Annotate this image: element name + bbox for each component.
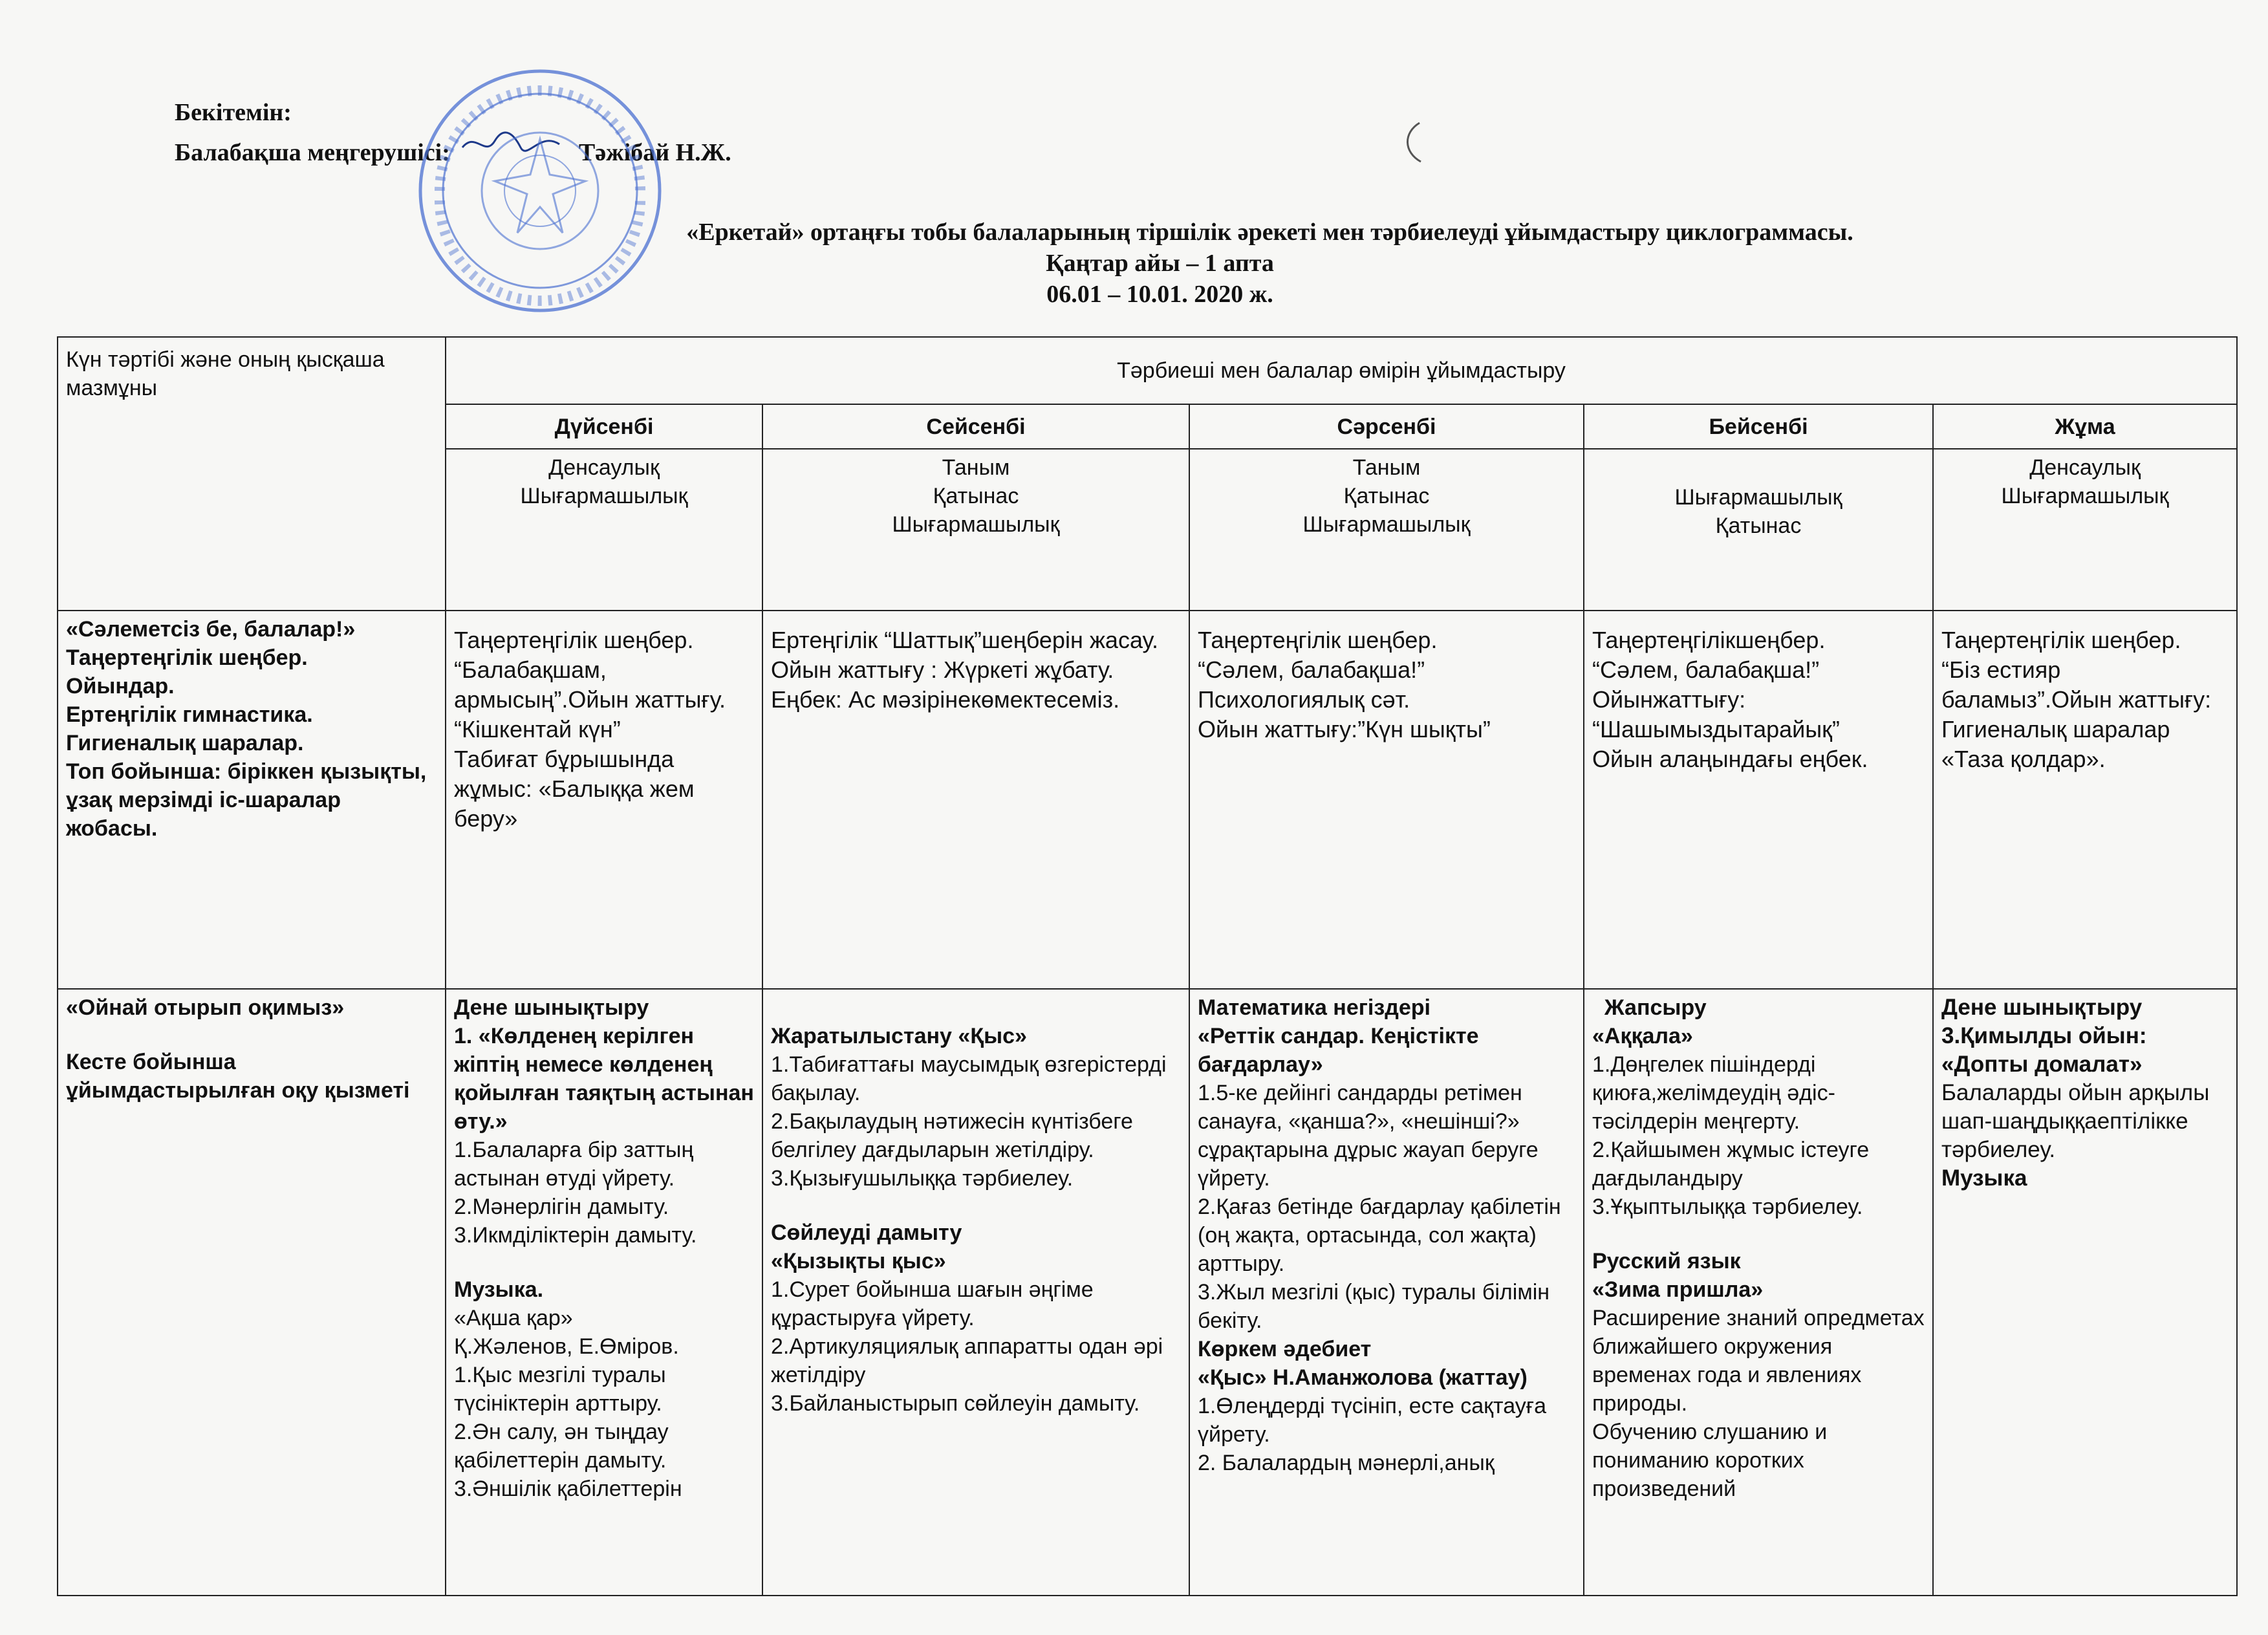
topic-title: «Қызықты қыс» xyxy=(771,1249,946,1273)
lessons-thursday xyxy=(1584,989,1933,1596)
goal-item: 3.Әншілік қабілеттерін xyxy=(454,1477,682,1501)
cell-line: Еңбек: Ас мәзірінекөмектесеміз. xyxy=(771,686,1120,713)
lessons-wednesday xyxy=(1189,989,1584,1596)
cell-line: Таңертеңгілік шеңбер. xyxy=(1941,627,2181,653)
cell-line: Табиғат бұрышында жұмыс: «Балыққа жем беру» xyxy=(454,746,695,832)
table-header-row xyxy=(58,337,2237,404)
cell-line: “Сәлем, балабақша!” xyxy=(1592,656,1820,683)
subject-title: Математика негіздері xyxy=(1198,995,1431,1020)
spacer xyxy=(1592,1221,1925,1247)
cell-line: Таңертеңгілікшеңбер. xyxy=(1592,627,1826,653)
spacer xyxy=(771,1193,1181,1218)
cell-line: “Біз естияр баламыз”.Ойын жаттығу: xyxy=(1941,656,2212,713)
spacer xyxy=(66,1022,437,1048)
area-label: Шығармашылық xyxy=(1302,512,1471,537)
morning-wednesday xyxy=(1189,611,1584,989)
lessons-row-title xyxy=(58,989,446,1596)
subject-title: Музыка xyxy=(1941,1165,2027,1191)
morning-friday xyxy=(1933,611,2237,989)
topic-title: «Зима пришла» xyxy=(1592,1277,1764,1302)
left-header: Күн тәртібі және оның қысқаша мазмұны xyxy=(58,337,446,611)
main-header: Тәрбиеші мен балалар өмірін ұйымдастыру xyxy=(446,337,2237,404)
cell-line: Ойын алаңындағы еңбек. xyxy=(1592,746,1868,772)
approval-line1: Бекітемін: xyxy=(175,99,292,126)
cell-line: Психологиялық сәт. xyxy=(1198,686,1410,713)
morning-row-title xyxy=(58,611,446,989)
cell-line: Гигиеналық шаралар «Таза қолдар». xyxy=(1941,716,2170,772)
goal-item: 2.Ән салу, ән тыңдау қабілеттерін дамыту. xyxy=(454,1420,669,1473)
area-label: Шығармашылық xyxy=(2001,484,2169,508)
document-dates: 06.01 – 10.01. 2020 ж. xyxy=(1046,281,1273,308)
area-label: Денсаулық xyxy=(548,455,660,480)
lessons-tuesday xyxy=(762,989,1189,1596)
cell-line: Ертеңгілік “Шаттық”шеңберін жасау. xyxy=(771,627,1158,653)
row-title-line: «Ойнай отырып оқимыз» xyxy=(66,995,345,1020)
goal-item: 2.Артикуляциялық аппаратты одан әрі жетілдіру xyxy=(771,1334,1163,1387)
subject-title: Дене шынықтыру xyxy=(1941,995,2143,1020)
row-title-line: Ертеңгілік гимнастика. xyxy=(66,702,313,727)
row-title-line: Кесте бойынша ұйымдастырылған оқу қызметі xyxy=(66,1050,410,1103)
goal-item: 1.Табиғаттағы маусымдық өзгерістерді бақылау. xyxy=(771,1052,1167,1105)
cell-line: “Балабақшам, армысың”.Ойын жаттығу. “Кішкентай күн” xyxy=(454,656,726,742)
lessons-monday xyxy=(446,989,762,1596)
areas-thursday xyxy=(1584,449,1933,611)
goal-item: 2.Қайшымен жұмыс істеуге дағдыландыру xyxy=(1592,1138,1870,1191)
lessons-friday xyxy=(1933,989,2237,1596)
goal-item: 2.Бақылаудың нәтижесін күнтізбеге белгілеу дағдыларын жетілдіру. 3.Қызығушылыққа тәрбиелеу. xyxy=(771,1109,1133,1191)
area-label: Қатынас xyxy=(1343,484,1430,508)
subject-title: Жапсыру xyxy=(1592,995,1707,1020)
goal-item: 3.Жыл мезгілі (қыс) туралы білімін бекіту. xyxy=(1198,1280,1550,1333)
areas-wednesday xyxy=(1189,449,1584,611)
document-title: «Еркетай» ортаңғы тобы балаларының тіршілік әрекеті мен тәрбиелеуді ұйымдастыру циклограммасы. xyxy=(686,219,1853,246)
goal-item: 1.Сурет бойынша шағын әңгіме құрастыруға үйрету. xyxy=(771,1277,1094,1330)
goal-item: 2.Мәнерлігін дамыту. xyxy=(454,1195,669,1219)
row-title-line: Топ бойынша: біріккен қызықты, ұзақ мерзімді іс-шаралар жобасы. xyxy=(66,759,427,841)
cell-line: Таңертеңгілік шеңбер. xyxy=(1198,627,1438,653)
topic-title: 1. «Көлденең керілген жіптің немесе көлденең қойылған таяқтың астынан өту.» xyxy=(454,1024,754,1134)
cell-line: “Сәлем, балабақша!” xyxy=(1198,656,1425,683)
row-title-line: Гигиеналық шаралар. xyxy=(66,731,304,755)
topic-title: «Қыс» Н.Аманжолова (жаттау) xyxy=(1198,1365,1528,1390)
goal-item: 2.Қағаз бетінде бағдарлау қабілетін (оң жақта, ортасында, сол жақта) арттыру. xyxy=(1198,1195,1561,1276)
lessons-row xyxy=(58,989,2237,1596)
goal-item: 2. Балалардың мәнерлі,анық xyxy=(1198,1451,1495,1475)
subject-title: Музыка. xyxy=(454,1277,544,1302)
day-wednesday: Сәрсенбі xyxy=(1189,404,1584,449)
goal-item: 3.Ұқыптылыққа тәрбиелеу. xyxy=(1592,1195,1863,1219)
morning-row xyxy=(58,611,2237,989)
goal-item: Расширение знаний опредметах ближайшего окружения временах года и явлениях природы. xyxy=(1592,1306,1925,1416)
goal-item: 1.Қыс мезгілі туралы түсініктерін арттыру. xyxy=(454,1363,666,1416)
day-friday: Жұма xyxy=(1933,404,2237,449)
cell-line: Таңертеңгілік шеңбер. xyxy=(454,627,694,653)
document-month: Қаңтар айы – 1 апта xyxy=(1046,250,1274,277)
area-label: Шығармашылық xyxy=(892,512,1060,537)
cell-line: Ойын жаттығу : Жүркеті жұбату. xyxy=(771,656,1114,683)
row-title-line: «Сәлеметсіз бе, балалар!» xyxy=(66,617,356,642)
goal-item: 1.Балаларға бір заттың астынан өтуді үйрету. xyxy=(454,1138,694,1191)
subject-title: Русский язык xyxy=(1592,1249,1741,1273)
areas-friday xyxy=(1933,449,2237,611)
day-monday: Дүйсенбі xyxy=(446,404,762,449)
area-label: Таным xyxy=(1352,455,1421,480)
row-title-line: Таңертеңгілік шеңбер. xyxy=(66,645,308,670)
goal-item: Қ.Жәленов, Е.Өміров. xyxy=(454,1334,679,1359)
day-tuesday: Сейсенбі xyxy=(762,404,1189,449)
areas-tuesday xyxy=(762,449,1189,611)
goal-item: Обучению слушанию и пониманию коротких произведений xyxy=(1592,1420,1828,1501)
goal-item: 1.Өлеңдерді түсініп, есте сақтауға үйрету. xyxy=(1198,1394,1547,1447)
day-thursday: Бейсенбі xyxy=(1584,404,1933,449)
goal-item: 1.5-ке дейінгі сандарды ретімен санауға, «қанша?», «нешінші?» сұрақтарына дұрыс жауап беруге үйрету. xyxy=(1198,1081,1539,1191)
area-label: Шығармашылық xyxy=(1674,485,1842,510)
subject-title: Жаратылыстану «Қыс» xyxy=(771,1024,1027,1048)
morning-monday xyxy=(446,611,762,989)
head-label: Балабақша меңгерушісі: xyxy=(175,139,450,166)
cyclogram-table xyxy=(57,336,2238,1596)
area-label: Денсаулық xyxy=(2029,455,2141,480)
morning-thursday xyxy=(1584,611,1933,989)
topic-title: «Аққала» xyxy=(1592,1024,1693,1048)
topic-title: «Реттік сандар. Кеңістікте бағдарлау» xyxy=(1198,1024,1479,1077)
goal-item: 3.Байланыстырып сөйлеуін дамыту. xyxy=(771,1391,1140,1416)
document-titles xyxy=(0,217,2268,310)
cell-line: Ойынжаттығу: xyxy=(1592,686,1746,713)
area-label: Шығармашылық xyxy=(520,484,688,508)
cell-line: “Шашымыздытарайық” xyxy=(1592,716,1840,742)
pen-mark-icon xyxy=(1400,120,1426,165)
goal-item: Балаларды ойын арқылы шап-шаңдыққаептілікке тәрбиелеу. xyxy=(1941,1080,2210,1162)
areas-monday xyxy=(446,449,762,611)
subject-title: Көркем әдебиет xyxy=(1198,1337,1372,1361)
head-name: Тәжібай Н.Ж. xyxy=(578,139,731,166)
goal-item: «Ақша қар» xyxy=(454,1306,573,1330)
row-title-line: Ойындар. xyxy=(66,674,175,698)
spacer xyxy=(454,1250,754,1275)
topic-title: 3.Қимылды ойын: «Допты домалат» xyxy=(1941,1023,2147,1077)
subject-title: Сөйлеуді дамыту xyxy=(771,1220,962,1245)
area-label: Таным xyxy=(942,455,1010,480)
area-label: Қатынас xyxy=(1715,514,1802,538)
area-label: Қатынас xyxy=(933,484,1019,508)
goal-item: 1.Дөңгелек пішіндерді қиюға,желімдеудің әдіс-тәсілдерін меңгерту. xyxy=(1592,1052,1835,1134)
subject-title: Дене шынықтыру xyxy=(454,995,649,1020)
cell-line: Ойын жаттығу:”Күн шықты” xyxy=(1198,716,1491,742)
morning-tuesday xyxy=(762,611,1189,989)
goal-item: 3.Икмділіктерін дамыту. xyxy=(454,1223,697,1248)
